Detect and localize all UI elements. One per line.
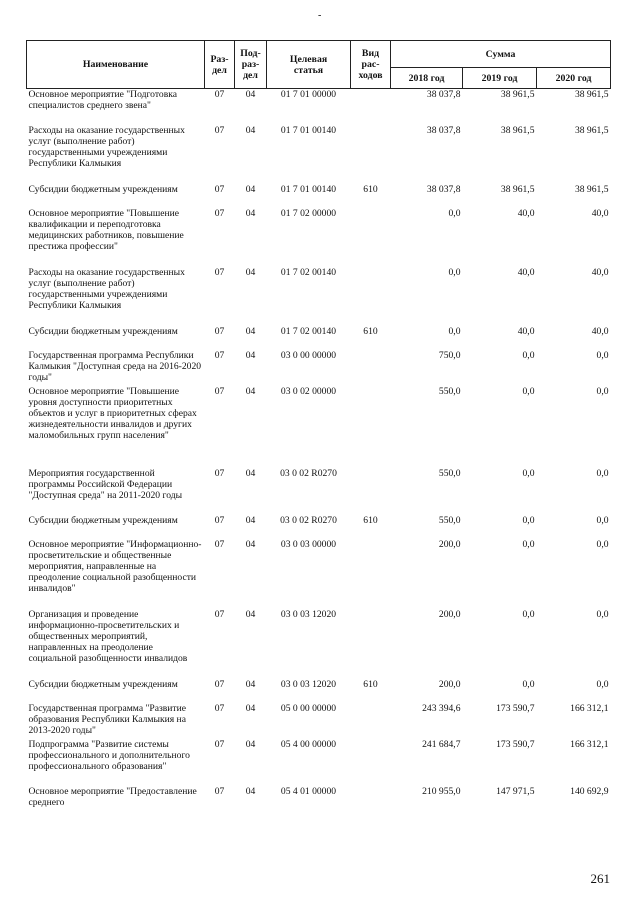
row-vr — [351, 786, 391, 810]
row-2020: 0,0 — [596, 608, 609, 620]
row-csr: 03 0 00 00000 — [280, 349, 337, 361]
header-name: Наименование — [27, 41, 205, 89]
row-2020: 166 312,1 — [570, 738, 609, 750]
table-row — [27, 679, 611, 703]
row-podrazdel: 04 — [245, 183, 256, 195]
row-csr: 03 0 03 12020 — [280, 678, 337, 690]
row-2018: 210 955,0 — [422, 785, 461, 797]
row-podrazdel: 04 — [245, 467, 256, 479]
row-vr — [351, 739, 391, 786]
table-header — [27, 41, 611, 89]
top-mark: - — [318, 10, 322, 21]
row-2018: 241 684,7 — [422, 738, 461, 750]
row-csr: 01 7 01 00140 — [280, 183, 337, 195]
row-2019: 38 961,5 — [500, 89, 535, 100]
row-2020: 38 961,5 — [574, 124, 609, 136]
row-2019: 0,0 — [522, 538, 535, 550]
header-podrazdel: Под- раз- дел — [235, 41, 267, 89]
budget-table — [26, 40, 611, 810]
row-2019: 173 590,7 — [496, 702, 535, 714]
row-2020: 40,0 — [591, 325, 609, 337]
row-2018: 200,0 — [438, 678, 461, 690]
row-vr — [351, 609, 391, 679]
row-razdel: 07 — [214, 385, 225, 397]
row-name: Государственная программа "Развитие образования Республики Калмыкия на 2013-2020 годы" — [28, 702, 187, 736]
row-razdel: 07 — [214, 183, 225, 195]
table-row — [27, 515, 611, 539]
row-podrazdel: 04 — [245, 785, 256, 797]
row-name: Субсидии бюджетным учреждениям — [28, 183, 178, 195]
row-2019: 173 590,7 — [496, 738, 535, 750]
row-podrazdel: 04 — [245, 738, 256, 750]
row-name: Основное мероприятие "Повышение уровня доступности приоритетных объектов и услуг в приоритетных сферах жизнедеятельности инвалидов и других маломобильных групп населения" — [28, 385, 197, 441]
row-2018: 38 037,8 — [426, 124, 461, 136]
row-name: Мероприятия государственной программы Российской Федерации "Доступная среда" на 2011-2020 годы — [28, 467, 183, 501]
row-razdel: 07 — [214, 785, 225, 797]
row-vr — [351, 208, 391, 267]
row-vr: 610 — [363, 678, 378, 690]
row-podrazdel: 04 — [245, 207, 256, 219]
row-csr: 05 0 00 00000 — [280, 702, 337, 714]
row-csr: 03 0 02 R0270 — [280, 514, 337, 526]
row-name: Основное мероприятие "Подготовка специалистов среднего звена" — [28, 89, 178, 111]
row-vr: 610 — [363, 325, 378, 337]
row-vr — [351, 125, 391, 184]
page-number: 261 — [590, 871, 610, 886]
row-2020: 0,0 — [596, 538, 609, 550]
row-name: Субсидии бюджетным учреждениям — [28, 678, 178, 690]
row-2020: 0,0 — [596, 514, 609, 526]
table-row — [27, 208, 611, 267]
row-2018: 38 037,8 — [426, 89, 461, 100]
row-2020: 40,0 — [591, 266, 609, 278]
row-name: Расходы на оказание государственных услуг (выполнение работ) государственными учреждениями Республики Калмыкия — [28, 266, 185, 311]
header-2019: 2019 год — [463, 68, 537, 89]
row-2019: 40,0 — [517, 266, 535, 278]
table-row — [27, 609, 611, 679]
table-row — [27, 539, 611, 609]
row-2020: 0,0 — [596, 467, 609, 479]
header-razdel: Раз- дел — [205, 41, 235, 89]
row-podrazdel: 04 — [245, 608, 256, 620]
row-podrazdel: 04 — [245, 325, 256, 337]
row-name: Основное мероприятие "Информационно-просветительские и общественные мероприятия, направленные на преодоление социальной разобщенности инвалидов" — [28, 538, 202, 594]
row-2020: 166 312,1 — [570, 702, 609, 714]
header-vr: Вид рас- ходов — [351, 41, 391, 89]
row-2018: 550,0 — [438, 385, 461, 397]
row-vr — [351, 89, 391, 125]
row-name: Субсидии бюджетным учреждениям — [28, 514, 178, 526]
table-row — [27, 184, 611, 208]
row-podrazdel: 04 — [245, 538, 256, 550]
row-csr: 01 7 02 00140 — [280, 266, 337, 278]
row-2020: 40,0 — [591, 207, 609, 219]
row-2019: 0,0 — [522, 608, 535, 620]
row-2019: 38 961,5 — [500, 183, 535, 195]
row-vr — [351, 539, 391, 609]
row-2019: 0,0 — [522, 349, 535, 361]
row-podrazdel: 04 — [245, 702, 256, 714]
row-razdel: 07 — [214, 678, 225, 690]
row-csr: 05 4 00 00000 — [280, 738, 337, 750]
row-name: Подпрограмма "Развитие системы профессионального и дополнительного профессионального образования" — [28, 738, 190, 772]
row-2018: 200,0 — [438, 608, 461, 620]
table-row — [27, 739, 611, 786]
row-razdel: 07 — [214, 538, 225, 550]
row-csr: 01 7 02 00140 — [280, 325, 337, 337]
row-2019: 40,0 — [517, 207, 535, 219]
header-sum: Сумма — [391, 41, 611, 68]
row-2018: 38 037,8 — [426, 183, 461, 195]
row-2018: 550,0 — [438, 514, 461, 526]
row-name: Основное мероприятие "Предоставление среднего — [28, 785, 197, 808]
row-vr — [351, 267, 391, 326]
row-2019: 0,0 — [522, 514, 535, 526]
row-2018: 0,0 — [448, 266, 461, 278]
row-razdel: 07 — [214, 608, 225, 620]
table-row — [27, 468, 611, 515]
row-razdel: 07 — [214, 702, 225, 714]
row-vr: 610 — [363, 183, 378, 195]
row-2019: 0,0 — [522, 467, 535, 479]
row-razdel: 07 — [214, 266, 225, 278]
row-vr: 610 — [363, 514, 378, 526]
row-podrazdel: 04 — [245, 514, 256, 526]
row-csr: 01 7 02 00000 — [280, 207, 337, 219]
row-csr: 03 0 02 00000 — [280, 385, 337, 397]
row-2019: 40,0 — [517, 325, 535, 337]
row-2018: 750,0 — [438, 349, 461, 361]
row-podrazdel: 04 — [245, 678, 256, 690]
table-row — [27, 350, 611, 386]
row-2020: 38 961,5 — [574, 89, 609, 100]
row-name: Государственная программа Республики Калмыкия "Доступная среда на 2016-2020 годы" — [28, 349, 202, 383]
row-name: Расходы на оказание государственных услуг (выполнение работ) государственными учреждениями Республики Калмыкия — [28, 124, 185, 169]
row-2019: 147 971,5 — [496, 785, 535, 797]
row-razdel: 07 — [214, 124, 225, 136]
header-2020: 2020 год — [537, 68, 611, 89]
table-row — [27, 326, 611, 350]
row-vr — [351, 350, 391, 386]
row-2018: 550,0 — [438, 467, 461, 479]
row-2019: 0,0 — [522, 385, 535, 397]
row-2020: 0,0 — [596, 349, 609, 361]
row-csr: 05 4 01 00000 — [280, 785, 337, 797]
row-razdel: 07 — [214, 325, 225, 337]
row-podrazdel: 04 — [245, 266, 256, 278]
row-2018: 200,0 — [438, 538, 461, 550]
row-csr: 03 0 03 00000 — [280, 538, 337, 550]
row-csr: 01 7 01 00140 — [280, 124, 337, 136]
table-row — [27, 267, 611, 326]
row-vr — [351, 468, 391, 515]
row-2020: 38 961,5 — [574, 183, 609, 195]
table-row — [27, 703, 611, 739]
row-razdel: 07 — [214, 349, 225, 361]
row-2018: 0,0 — [448, 207, 461, 219]
row-csr: 01 7 01 00000 — [280, 89, 337, 100]
row-2020: 0,0 — [596, 385, 609, 397]
row-razdel: 07 — [214, 207, 225, 219]
row-2019: 38 961,5 — [500, 124, 535, 136]
header-csr: Целевая статья — [267, 41, 351, 89]
table-row — [27, 89, 611, 125]
row-podrazdel: 04 — [245, 89, 256, 100]
table-row — [27, 125, 611, 184]
row-razdel: 07 — [214, 467, 225, 479]
row-podrazdel: 04 — [245, 385, 256, 397]
row-podrazdel: 04 — [245, 124, 256, 136]
row-2018: 243 394,6 — [422, 702, 461, 714]
row-csr: 03 0 02 R0270 — [280, 467, 337, 479]
header-2018: 2018 год — [391, 68, 463, 89]
row-name: Субсидии бюджетным учреждениям — [28, 325, 178, 337]
row-2020: 0,0 — [596, 678, 609, 690]
row-name: Основное мероприятие "Повышение квалификации и переподготовка медицинских работников, повышение престижа профессии" — [28, 207, 184, 252]
row-razdel: 07 — [214, 738, 225, 750]
row-podrazdel: 04 — [245, 349, 256, 361]
row-csr: 03 0 03 12020 — [280, 608, 337, 620]
table-row — [27, 786, 611, 810]
row-razdel: 07 — [214, 514, 225, 526]
table-row — [27, 386, 611, 468]
row-name: Организация и проведение информационно-просветительских и общественных мероприятий, направленных на преодоление социальной разобщенности инвалидов — [28, 608, 188, 664]
row-2018: 0,0 — [448, 325, 461, 337]
row-vr — [351, 386, 391, 468]
row-2020: 140 692,9 — [570, 785, 609, 797]
row-vr — [351, 703, 391, 739]
row-razdel: 07 — [214, 89, 225, 100]
row-2019: 0,0 — [522, 678, 535, 690]
